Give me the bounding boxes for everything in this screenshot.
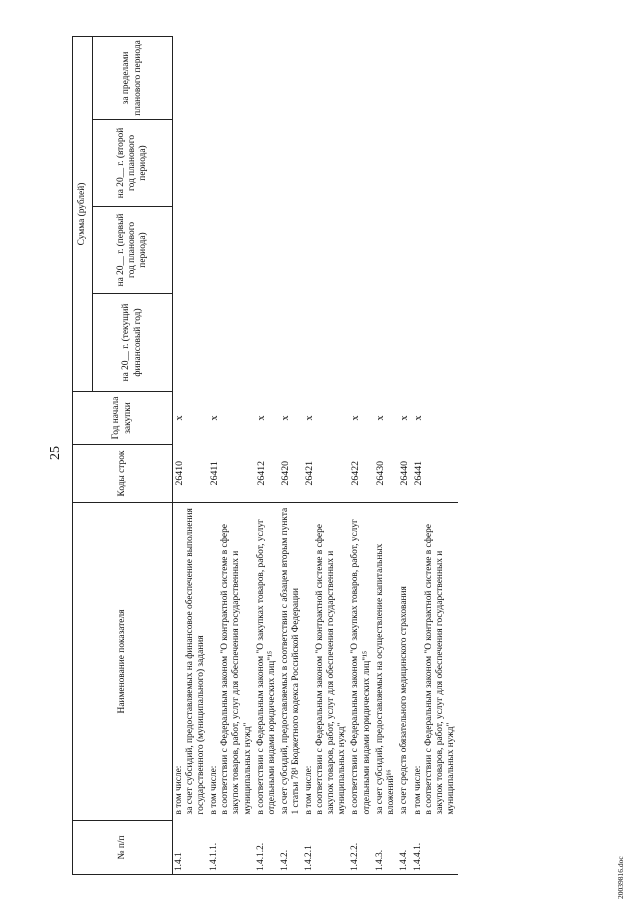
row-year: x xyxy=(255,415,267,421)
row-code: 26411 xyxy=(209,461,221,486)
row-sum-first xyxy=(412,207,458,294)
row-sum-beyond xyxy=(412,36,458,119)
row-sum-first xyxy=(349,207,373,294)
row-name: за счет средств обязательного медицинского страхования xyxy=(398,503,412,821)
header-second-plan-year: на 20__ г. (второй год планового периода) xyxy=(93,120,173,207)
row-name: в соответствии с Федеральным законом "О закупках товаров, работ, услуг отдельными видами юридических лиц"¹⁵ xyxy=(349,503,373,821)
row-sum-beyond xyxy=(279,36,303,119)
row-code: 26422 xyxy=(350,461,362,486)
row-sum-second xyxy=(208,120,254,207)
row-code: 26412 xyxy=(255,461,267,486)
table-row xyxy=(349,36,373,874)
row-sum-current xyxy=(279,294,303,392)
table-row xyxy=(255,36,279,874)
row-sum-second xyxy=(279,120,303,207)
row-sum-current xyxy=(173,294,209,392)
table-row xyxy=(412,36,458,874)
header-codes: Коды строк xyxy=(73,445,173,503)
header-first-plan-year: на 20__ г. (первый год планового периода) xyxy=(93,207,173,294)
row-sum-current xyxy=(374,294,398,392)
row-code: 26441 xyxy=(412,461,424,486)
row-code: 26430 xyxy=(374,461,386,486)
row-sum-beyond xyxy=(173,36,209,119)
row-sum-beyond xyxy=(208,36,254,119)
row-name: в том числе: в соответствии с Федеральным законом "О контрактной системе в сфере закупок товаров, работ, услуг для обеспечения государственных и муниципальных нужд" xyxy=(303,503,349,821)
row-num: 1.4.4. xyxy=(398,821,412,875)
header-year: Год начала закупки xyxy=(73,392,173,445)
row-sum-current xyxy=(255,294,279,392)
row-code: 26440 xyxy=(398,461,410,486)
row-year: x xyxy=(279,415,291,421)
table-row xyxy=(398,36,412,874)
row-sum-first xyxy=(398,207,412,294)
row-sum-current xyxy=(208,294,254,392)
row-sum-beyond xyxy=(398,36,412,119)
row-sum-second xyxy=(303,120,349,207)
row-sum-second xyxy=(398,120,412,207)
row-sum-second xyxy=(412,120,458,207)
row-name: за счет субсидий, предоставляемых в соответствии с абзацем вторым пункта 1 статьи 78¹ Бюджетного кодекса Российской Федерации xyxy=(279,503,303,821)
table-body xyxy=(173,36,458,874)
row-sum-first xyxy=(173,207,209,294)
row-sum-current xyxy=(349,294,373,392)
row-code: 26421 xyxy=(304,461,316,486)
row-num: 1.4.1.1. xyxy=(208,821,254,875)
row-sum-beyond xyxy=(255,36,279,119)
row-sum-first xyxy=(255,207,279,294)
table-row xyxy=(279,36,303,874)
row-sum-beyond xyxy=(374,36,398,119)
header-num: № п/п xyxy=(73,821,173,875)
header-current-year: на 20__ г. (текущий финансовый год) xyxy=(93,294,173,392)
row-sum-second xyxy=(173,120,209,207)
row-name: в том числе: в соответствии с Федеральным законом "О контрактной системе в сфере закупок товаров, работ, услуг для обеспечения государственных и муниципальных нужд" xyxy=(208,503,254,821)
row-num: 1.4.2. xyxy=(279,821,303,875)
row-sum-second xyxy=(374,120,398,207)
row-sum-current xyxy=(398,294,412,392)
row-code: 26420 xyxy=(279,461,291,486)
row-year: x xyxy=(304,415,316,421)
header-sum: Сумма (рублей) xyxy=(73,36,93,391)
row-sum-current xyxy=(303,294,349,392)
row-year: x xyxy=(209,415,221,421)
row-sum-first xyxy=(303,207,349,294)
table-row xyxy=(374,36,398,874)
page-number: 25 xyxy=(48,446,63,460)
row-code: 26410 xyxy=(174,461,185,486)
row-year: x xyxy=(412,415,424,421)
row-sum-current xyxy=(412,294,458,392)
row-name: в том числе: за счет субсидий, предоставляемых на финансовое обеспечение выполнения государственного (муниципального) задания xyxy=(173,503,209,821)
row-name: за счет субсидий, предоставляемых на осуществление капитальных вложений¹⁶ xyxy=(374,503,398,821)
row-num: 1.4.2.1 xyxy=(303,821,349,875)
table-row xyxy=(208,36,254,874)
row-num: 1.4.3. xyxy=(374,821,398,875)
header-name: Наименование показателя xyxy=(73,503,173,821)
row-num: 1.4.2.2. xyxy=(349,821,373,875)
indicators-table xyxy=(72,36,458,875)
row-sum-first xyxy=(374,207,398,294)
row-sum-first xyxy=(208,207,254,294)
row-year: x xyxy=(174,415,185,421)
row-num: 1.4.1 xyxy=(173,821,209,875)
table-row xyxy=(173,36,209,874)
row-num: 1.4.4.1. xyxy=(412,821,458,875)
row-sum-beyond xyxy=(349,36,373,119)
row-name: в соответствии с Федеральным законом "О закупках товаров, работ, услуг отдельными видами юридических лиц"¹⁵ xyxy=(255,503,279,821)
header-beyond-plan: за пределами планового периода xyxy=(93,36,173,119)
row-num: 1.4.1.2. xyxy=(255,821,279,875)
row-year: x xyxy=(350,415,362,421)
row-sum-beyond xyxy=(303,36,349,119)
row-year: x xyxy=(398,415,410,421)
table-row xyxy=(303,36,349,874)
row-year: x xyxy=(374,415,386,421)
row-sum-second xyxy=(255,120,279,207)
row-sum-second xyxy=(349,120,373,207)
document-id: 20039816.doc xyxy=(616,856,625,899)
row-sum-first xyxy=(279,207,303,294)
row-name: в том числе: в соответствии с Федеральным законом "О контрактной системе в сфере закупок товаров, работ, услуг для обеспечения государственных и муниципальных нужд" xyxy=(412,503,458,821)
